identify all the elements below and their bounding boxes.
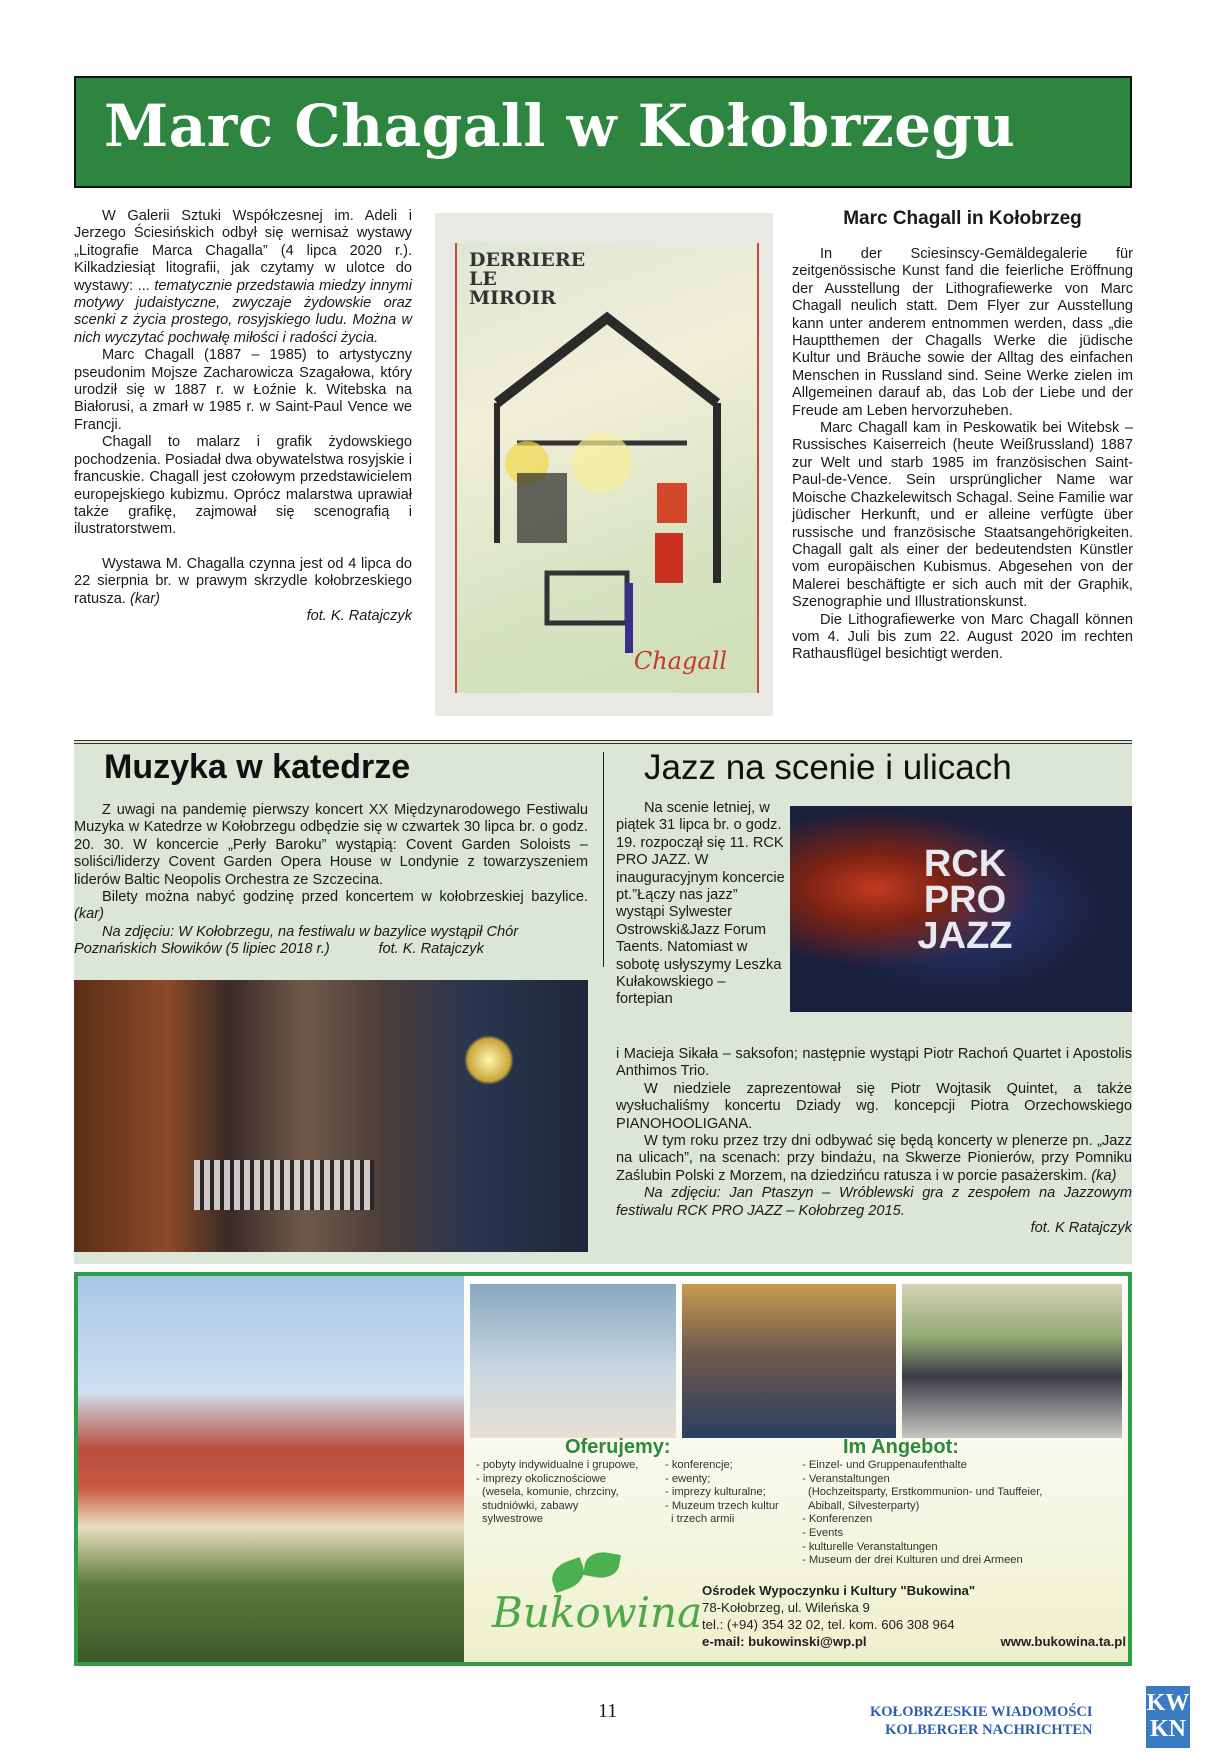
paragraph: Die Lithografiewerke von Marc Chagall können vom 4. Juli bis zum 22. August 2020 im rechten Rathausflügel besichtigt werden.	[792, 611, 1133, 663]
angebot-heading: Im Angebot:	[843, 1436, 959, 1458]
jazz-stage-photo	[790, 806, 1132, 1012]
article-de-title: Marc Chagall in Kołobrzeg	[843, 208, 1082, 229]
painting-signature: Chagall	[633, 647, 727, 675]
list-item: - Museum der drei Kulturen und drei Armeen	[802, 1554, 1023, 1567]
photo-credit: fot. K. Ratajczyk	[378, 941, 484, 958]
list-item: - Einzel- und Gruppenaufenthalte	[802, 1459, 967, 1471]
paragraph: Chagall to malarz i grafik żydowskiego pochodzenia. Posiadał dwa obywatelstwa rosyjskie i francuskie. Chagall jest czołowym przedstawicielem europejskiego kubizmu. Oprócz malarstwa uprawiał także grafikę, zajmował się scenografią i ilustratorstwem.	[74, 434, 412, 538]
choir	[194, 1160, 374, 1210]
chagall-lithograph-image	[435, 213, 773, 716]
ad-contact	[702, 1582, 1126, 1650]
stage-logo: RCK PRO JAZZ	[917, 843, 1013, 957]
list-item: studniówki, zabawy	[482, 1499, 579, 1512]
list-item: - imprezy kulturalne;	[665, 1486, 766, 1499]
paragraph: i Macieja Sikała – saksofon; następnie wystąpi Piotr Rachoń Quartet i Apostolis Anthimos Trio.	[616, 1046, 1132, 1080]
list-item: Abiball, Silvesterparty)	[808, 1499, 920, 1512]
paragraph: In der Sciesinscy-Gemäldegalerie für zeitgenössische Kunst fand die feierliche Eröffnung der Ausstellung der Lithografiewerke von Marc Chagall neulich statt. Dem Flyer zur Ausstellung kann unter anderem entnommen werden, dass „die Hauptthemen der Chagalls Werke die jüdische Kultur und Bräuche sowie der Alltag des einfachen Menschen in Russland sind. Seine Werke zielen im Allgemeinen darauf ab, das Lob der Liebe und der Freude am Leben hervorzuheben.	[792, 246, 1133, 419]
photo-caption: Na zdjęciu: W Kołobrzegu, na festiwalu w bazylice wystąpił Chór Poznańskich Słowików (5 lipiec 2018 r.) fot. K. Ratajczyk	[74, 923, 519, 958]
list-item: - pobyty indywidualne i grupowe,	[476, 1459, 639, 1471]
paragraph: W Galerii Sztuki Współczesnej im. Adeli i Jerzego Ściesińskich odbył się wernisaż wystawy „Litografie Marca Chagalla” (4 lipca 2020 r.). Kilkadziesiąt litografii, jak czytamy w ulotce do wystawy: ... tematycznie przedstawia miedzy innymi motywy judaistyczne, zwyczaje żydowskie oraz scenki z życia prostego, rosyjskiego ludu. Można w nich wyczytać pochwałę miłości i radości życia.	[74, 208, 413, 346]
article-jazz-intro	[616, 800, 786, 1009]
list-item: (wesela, komunie, chrzciny,	[482, 1486, 619, 1499]
ad-photo-building	[78, 1276, 464, 1662]
painting-caption: DERRIERE LE MIROIR	[469, 249, 586, 309]
oferujemy-heading: Oferujemy:	[565, 1436, 671, 1458]
list-item: - Konferenzen	[802, 1513, 873, 1526]
article-pl	[74, 208, 412, 625]
angebot-list	[802, 1459, 1042, 1568]
ad-photo-museum	[682, 1284, 896, 1438]
painting-drawing	[457, 243, 757, 693]
cathedral-concert-photo	[74, 980, 588, 1252]
paragraph: Marc Chagall kam in Peskowatik bei Witebsk – Russisches Kaiserreich (heute Weißrussland) 1887 zur Welt und starb 1985 im französischen Saint-Paul-de-Vence. Sein ursprünglicher Name war Moische Chazkelewitsch Schagal. Seine Familie war jüdischer Herkunft, und er alleine verfügte über russische und französische Staatsangehörigkeiten. Chagall galt als einer der bedeutendsten Künstler vom europäischen Kubismus. Abgesehen von der Malerei beschäftigte er sich auch mit der Graphik, Szenographie und Illustrationskunst.	[792, 420, 1133, 611]
paragraph: Wystawa M. Chagalla czynna jest od 4 lipca do 22 sierpnia br. w prawym skrzydle kołobrzeskiego ratusza. (kar)	[74, 555, 412, 607]
ad-photo-beach	[470, 1284, 676, 1438]
list-item: - ewenty;	[665, 1472, 711, 1485]
list-item: - Muzeum trzech kultur	[665, 1499, 779, 1512]
kw-logo: KW KN	[1146, 1686, 1190, 1748]
contact-email[interactable]: e-mail: bukowinski@wp.pl	[702, 1634, 867, 1649]
article-muzyka	[74, 802, 588, 959]
paragraph: W tym roku przez trzy dni odbywać się będą koncerty w plenerze pn. „Jazz na ulicach”, na scenach: przy bindażu, na Skwerze Pionierów, przy Pomniku Zaślubin Polski z Morzem, na dziedzińcu ratusza i w porcie pasażerskim. (ka)	[616, 1133, 1132, 1184]
article-jazz	[616, 1046, 1132, 1237]
list-item: (Hochzeitsparty, Erstkommunion- und Tauffeier,	[808, 1486, 1043, 1499]
photo-credit: fot. K Ratajczyk	[1030, 1220, 1132, 1237]
paragraph: Z uwagi na pandemię pierwszy koncert XX Międzynarodowego Festiwalu Muzyka w Katedrze w Kołobrzegu odbędzie się w czwartek 30 lipca br. o godz. 20. 30. W koncercie „Perły Baroku” wystąpią: Covent Garden Soloists – soliści/liderzy Covent Garden Opera House w Londynie z towarzyszeniem liderów Baltic Neopolis Orchestra ze Szczecina.	[74, 802, 588, 888]
paragraph: Bilety można nabyć godzinę przed koncertem w kołobrzeskiej bazylice. (kar)	[74, 889, 588, 923]
masthead-line-2: KOLBERGER NACHRICHTEN	[885, 1722, 1093, 1738]
photo-caption: Na zdjęciu: Jan Ptaszyn – Wróblewski gra z zespołem na Jazzowym festiwalu RCK PRO JAZZ – Kołobrzeg 2015.	[616, 1185, 1132, 1219]
paragraph: Na scenie letniej, w piątek 31 lipca br. o godz. 19. rozpoczął się 11. RCK PRO JAZZ. W inauguracyjnym koncercie pt.”Łączy nas jazz” wystąpi Sylwester Ostrowski&Jazz Forum Taents. Natomiast w sobotę usłyszymy Leszka Kułakowskiego – fortepian	[616, 800, 785, 1008]
list-item: - imprezy okolicznościowe	[476, 1472, 606, 1485]
contact-name: Ośrodek Wypoczynku i Kultury "Bukowina"	[702, 1583, 976, 1598]
list-item: i trzech armii	[671, 1513, 735, 1526]
list-item: - konferencje;	[665, 1459, 733, 1471]
oferujemy-list-2	[665, 1459, 779, 1527]
photo-credit: fot. K. Ratajczyk	[306, 607, 412, 624]
contact-address: 78-Kołobrzeg, ul. Wileńska 9	[702, 1600, 870, 1615]
list-item: - kulturelle Veranstaltungen	[802, 1540, 938, 1553]
page-number: 11	[598, 1700, 618, 1722]
contact-website[interactable]: www.bukowina.ta.pl	[1000, 1634, 1126, 1649]
chandelier	[464, 1035, 514, 1085]
article-de	[792, 246, 1133, 664]
page-title: Marc Chagall w Kołobrzegu	[104, 92, 1016, 160]
heading-muzyka: Muzyka w katedrze	[104, 748, 411, 786]
masthead-line-1: KOŁOBRZESKIE WIADOMOŚCI	[870, 1704, 1093, 1720]
title-banner	[74, 76, 1132, 188]
paragraph: W niedziele zaprezentował się Piotr Wojtasik Quintet, a także wysłuchaliśmy koncertu Dziady wg. koncepcji Piotra Orzechowskiego PIANOHOOLIGANA.	[616, 1080, 1132, 1132]
list-item: sylwestrowe	[482, 1513, 543, 1526]
ad-photo-band	[902, 1284, 1122, 1438]
contact-phone: tel.: (+94) 354 32 02, tel. kom. 606 308 964	[702, 1617, 955, 1632]
list-item: - Events	[802, 1526, 844, 1539]
paragraph: Marc Chagall (1887 – 1985) to artystyczny pseudonim Mojsze Zacharowicza Szagałowa, który urodził się w 1887 r. w Łoźnie k. Witebska na Białorusi, a zmarł w 1985 r. w Saint-Paul Vence we Francji.	[74, 347, 412, 433]
oferujemy-list-1	[476, 1459, 638, 1527]
masthead	[870, 1703, 1093, 1739]
list-item: - Veranstaltungen	[802, 1472, 890, 1485]
heading-jazz: Jazz na scenie i ulicach	[644, 748, 1012, 787]
column-divider	[603, 752, 604, 967]
bukowina-logo: Bukowina	[492, 1588, 703, 1637]
